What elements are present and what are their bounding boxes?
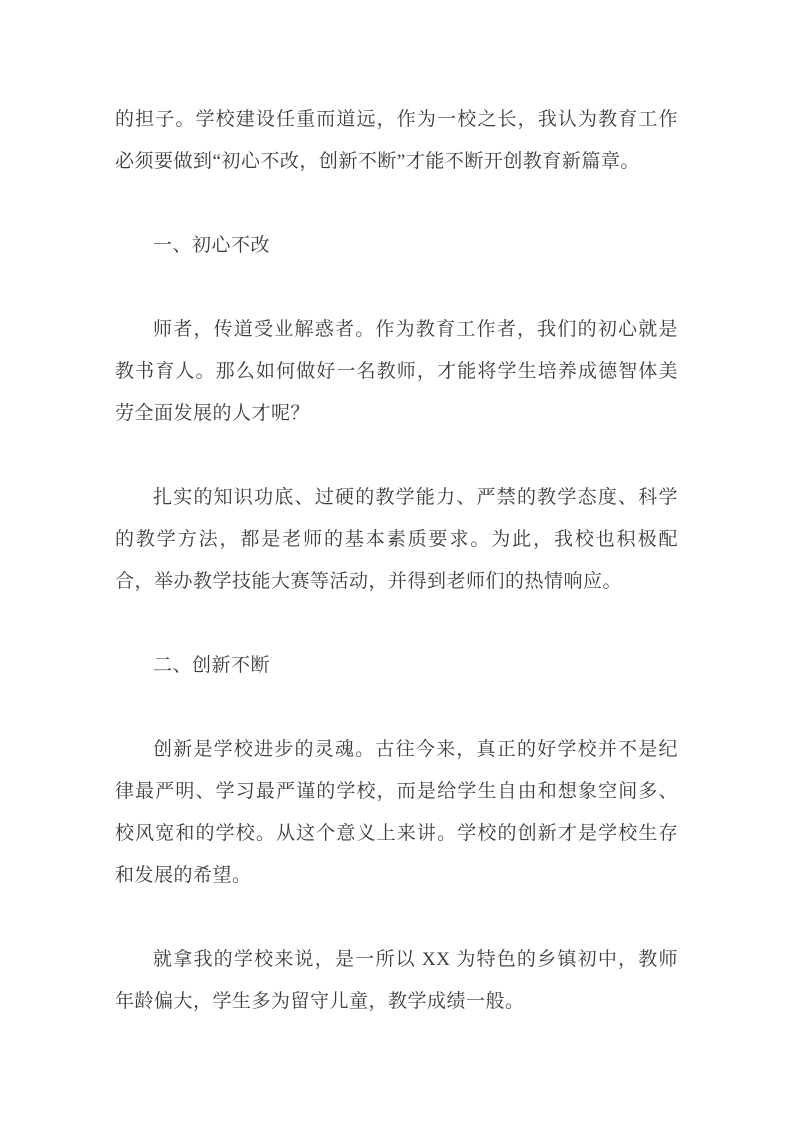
paragraph: 师者，传道受业解惑者。作为教育工作者，我们的初心就是教书育人。那么如何做好一名教师，才能将学生培养成德智体美劳全面发展的人才呢？ (115, 319, 678, 424)
paragraph: 扎实的知识功底、过硬的教学能力、严禁的教学态度、科学的教学方法，都是老师的基本素质要求。为此，我校也积极配合，举办教学技能大赛等活动，并得到老师们的热情响应。 (115, 487, 678, 592)
paragraph-continued: 的担子。学校建设任重而道远，作为一校之长，我认为教育工作必须要做到“初心不改，创新不断”才能不断开创教育新篇章。 (115, 109, 678, 172)
section-heading-1: 一、初心不改 (153, 235, 271, 256)
document-body (115, 99, 678, 1065)
paragraph: 就拿我的学校来说，是一所以 XX 为特色的乡镇初中，教师年龄偏大，学生多为留守儿童，教学成绩一般。 (115, 949, 678, 1012)
section-heading-2: 二、创新不断 (153, 655, 271, 676)
paragraph: 创新是学校进步的灵魂。古往今来，真正的好学校并不是纪律最严明、学习最严谨的学校，而是给学生自由和想象空间多、校风宽和的学校。从这个意义上来讲。学校的创新才是学校生存和发展的希望。 (115, 739, 678, 886)
